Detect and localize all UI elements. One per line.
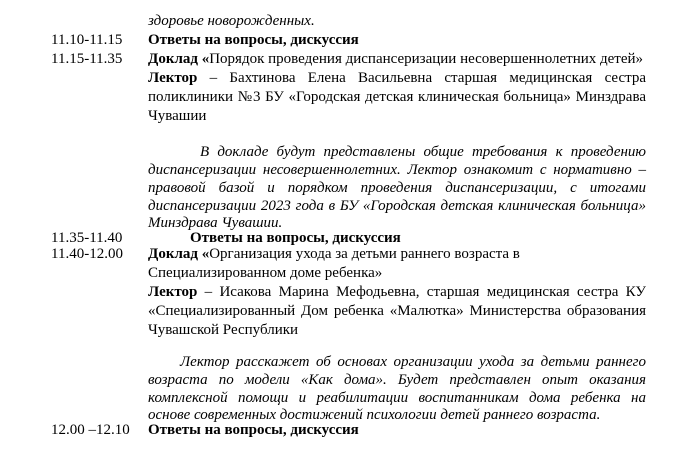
time-slot: 11.15-11.35	[51, 51, 123, 67]
report-heading	[148, 50, 643, 69]
discussion-title: Ответы на вопросы, дискуссия	[148, 422, 359, 438]
continued-text: здоровье новорожденных.	[148, 13, 315, 29]
lecturer-line: Чувашии	[148, 108, 207, 124]
abstract-line: Минздрава Чувашии.	[148, 215, 283, 231]
report-title: Порядок проведения диспансеризации несовершеннолетних детей»	[209, 51, 644, 67]
abstract-line: Лектор расскажет об основах организации ухода за детьми раннего	[180, 354, 646, 370]
lecturer-label: Лектор	[148, 284, 198, 300]
report-title-continued: Специализированном доме ребенка»	[148, 265, 383, 281]
time-slot: 11.40-12.00	[51, 246, 123, 262]
time-slot: 11.35-11.40	[51, 230, 123, 246]
lecturer-line	[148, 283, 646, 302]
report-heading	[148, 245, 520, 264]
time-slot: 11.10-11.15	[51, 32, 123, 48]
time-slot: 12.00 –12.10	[51, 422, 130, 438]
lecturer-line: поликлиники №3 БУ «Городская детская клиническая больница» Минздрава	[148, 89, 646, 105]
discussion-title: Ответы на вопросы, дискуссия	[190, 230, 401, 246]
lecturer-line: Чувашской Республики	[148, 322, 299, 338]
abstract-line: возраста по модели «Как дома». Будет представлен опыт оказания	[148, 372, 646, 388]
abstract-line: диспансеризации несовершеннолетних. Лектор ознакомит с нормативно –	[148, 162, 646, 178]
abstract-line: диспансеризации 2023 года в БУ «Городская детская клиническая больница»	[148, 198, 646, 214]
abstract-line: комплексной помощи и реабилитации воспитанникам дома ребенка на	[148, 390, 646, 406]
lecturer-line	[148, 69, 646, 88]
abstract-line: В докладе будут представлены общие требования к проведению	[200, 144, 646, 160]
abstract-line: основе современных достижений психологии детей раннего возраста.	[148, 407, 601, 423]
report-label: Доклад «	[148, 51, 210, 67]
lecturer-text: – Бахтинова Елена Васильевна старшая медицинская сестра	[197, 70, 646, 86]
lecturer-label: Лектор	[148, 70, 198, 86]
lecturer-text: – Исакова Марина Мефодьевна, старшая медицинская сестра КУ	[197, 284, 646, 300]
abstract-line: правовой базой и порядком проведения диспансеризации, с итогами	[148, 180, 646, 196]
report-title: Организация ухода за детьми раннего возраста в	[209, 246, 520, 262]
discussion-title: Ответы на вопросы, дискуссия	[148, 32, 359, 48]
lecturer-line: «Специализированный Дом ребенка «Малютка» Министерства образования	[148, 303, 646, 319]
report-label: Доклад «	[148, 246, 210, 262]
